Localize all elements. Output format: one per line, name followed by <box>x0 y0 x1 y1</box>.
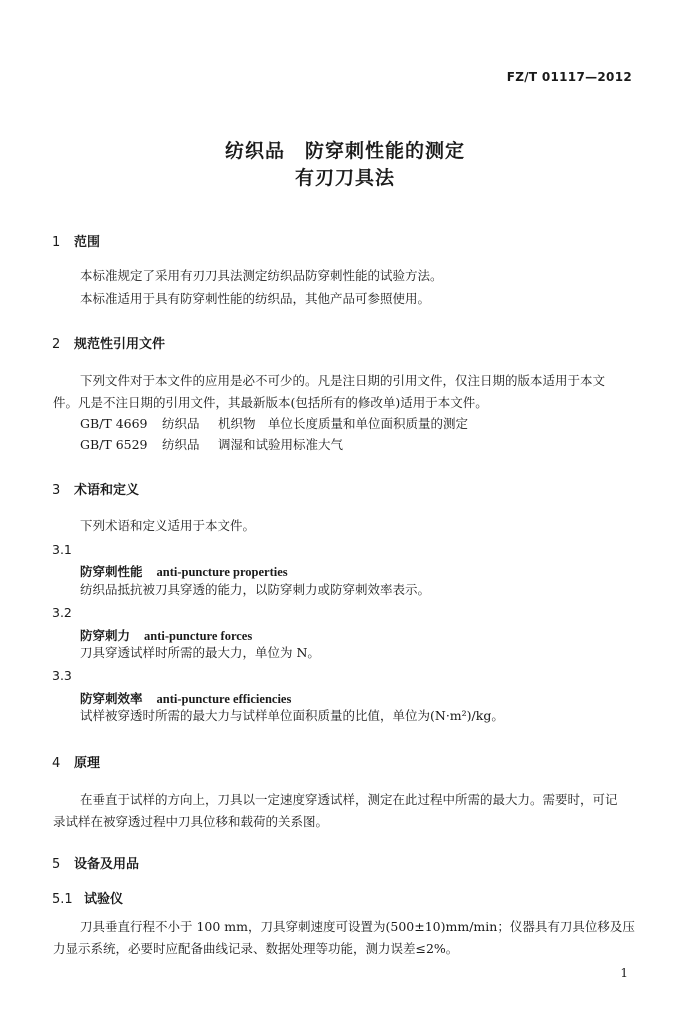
section-2-paragraph-line-2: 件。凡是不注日期的引用文件，其最新版本(包括所有的修改单)适用于本文件。 <box>53 395 488 410</box>
subsection-5-1-heading: 5.1 试验仪 <box>52 892 124 907</box>
reference-item: GB/T 4669 纺织品 机织物 单位长度质量和单位面积质量的测定 <box>80 416 469 431</box>
section-2-paragraph-line-1: 下列文件对于本文件的应用是必不可少的。凡是注日期的引用文件，仅注日期的版本适用于本文 <box>80 373 606 388</box>
section-4-paragraph-line-2: 录试样在被穿透过程中刀具位移和载荷的关系图。 <box>53 814 329 829</box>
reference-item: GB/T 6529 纺织品 调湿和试验用标准大气 <box>80 437 344 452</box>
document-subtitle: 有刃刀具法 <box>294 167 395 189</box>
term-definition: 纺织品抵抗被刀具穿透的能力，以防穿刺力或防穿刺效率表示。 <box>80 582 431 597</box>
section-3-intro: 下列术语和定义适用于本文件。 <box>80 518 256 533</box>
standard-number: FZ/T 01117—2012 <box>506 70 632 84</box>
section-4-heading: 4 原理 <box>52 756 101 771</box>
term-number: 3.3 <box>52 668 72 683</box>
term-definition: 试样被穿透时所需的最大力与试样单位面积质量的比值，单位为(N·m²)/kg。 <box>80 708 504 723</box>
section-3-heading: 3 术语和定义 <box>52 483 140 498</box>
section-1-paragraph-2: 本标准适用于具有防穿刺性能的纺织品，其他产品可参照使用。 <box>80 291 431 306</box>
section-1-paragraph-1: 本标准规定了采用有刃刀具法测定纺织品防穿刺性能的试验方法。 <box>80 268 443 283</box>
section-5-1-paragraph-line-1: 刀具垂直行程不小于 100 mm，刀具穿刺速度可设置为(500±10)mm/min；仪器具有刀具位移及压 <box>80 919 635 934</box>
term-title: 防穿刺效率 anti-puncture efficiencies <box>80 691 292 706</box>
term-number: 3.1 <box>52 542 72 557</box>
term-definition: 刀具穿透试样时所需的最大力，单位为 N。 <box>80 645 320 660</box>
section-5-heading: 5 设备及用品 <box>52 857 140 872</box>
term-title: 防穿刺力 anti-puncture forces <box>80 628 253 643</box>
page-number: 1 <box>620 966 628 980</box>
section-5-1-paragraph-line-2: 力显示系统，必要时应配备曲线记录、数据处理等功能，测力误差≤2%。 <box>53 941 459 956</box>
section-1-heading: 1 范围 <box>52 235 101 250</box>
section-4-paragraph-line-1: 在垂直于试样的方向上，刀具以一定速度穿透试样，测定在此过程中所需的最大力。需要时，可记 <box>80 792 618 807</box>
term-title: 防穿刺性能 anti-puncture properties <box>80 564 288 579</box>
section-2-heading: 2 规范性引用文件 <box>52 337 166 352</box>
term-number: 3.2 <box>52 605 72 620</box>
document-title: 纺织品 防穿刺性能的测定 <box>224 140 465 162</box>
